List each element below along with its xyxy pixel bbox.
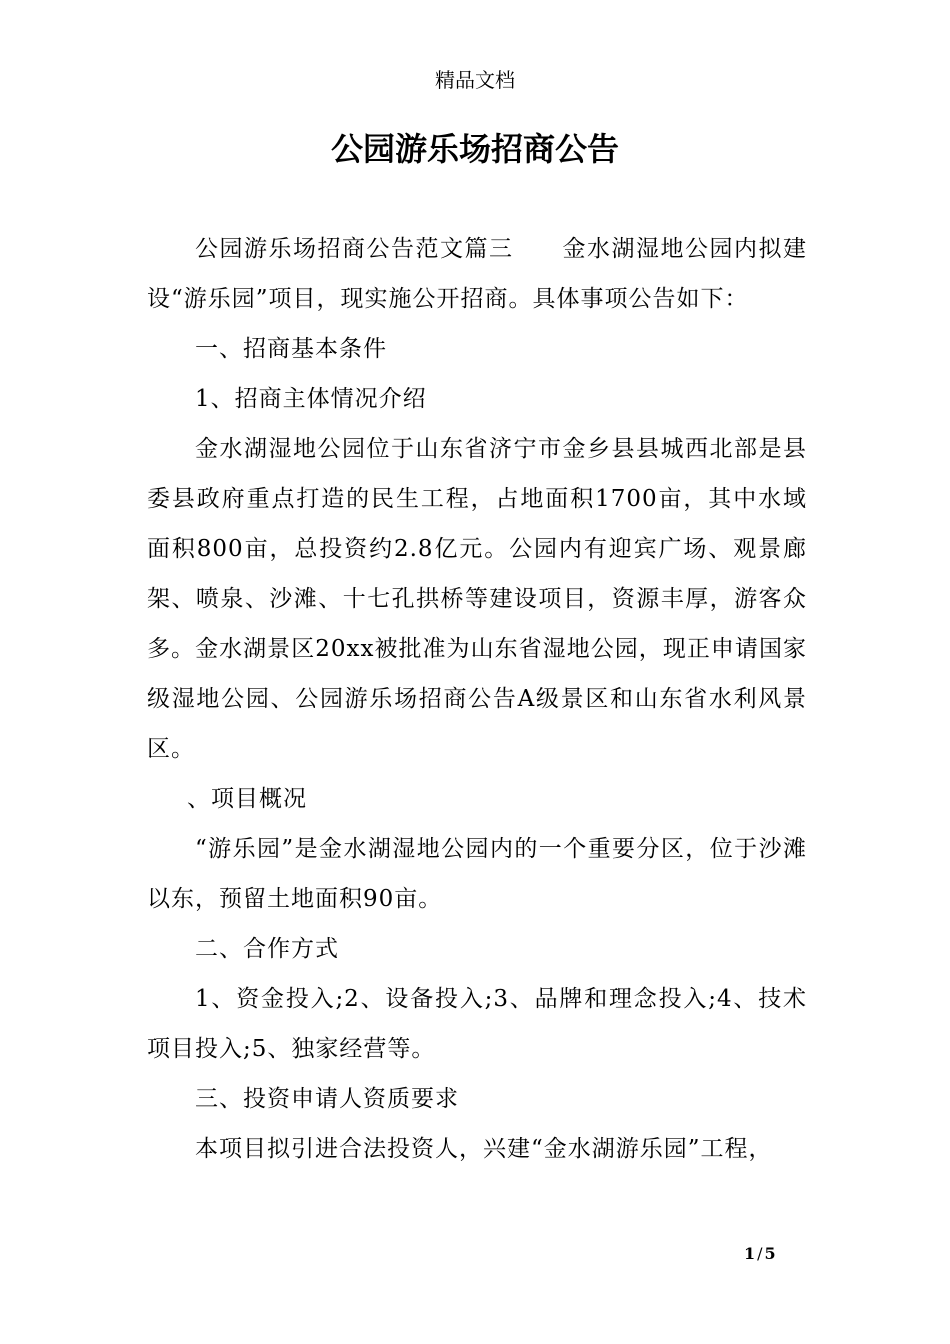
paragraph-investor: 本项目拟引进合法投资人，兴建“金水湖游乐园”工程， [195,1136,773,1162]
paragraph-park-description: 金水湖湿地公园位于山东省济宁市金乡县县城西北部是县委县政府重点打造的民生工程，占地面积1700亩，其中水域面积800亩，总投资约2.8亿元。公园内有迎宾广场、观景廊架、喷泉、沙滩、十七孔拱桥等建设项目，资源丰厚，游客众多。金水湖景区20xx被批准为山东省湿地公园，现正申请国家级湿地公园、公园游乐场招商公告A级景区和山东省水利风景区。 [147,436,807,762]
heading-section-3: 三、投资申请人资质要求 [195,1086,459,1112]
total-pages: 5 [764,1244,776,1263]
paragraph-project-overview: “游乐园”是金水湖湿地公园内的一个重要分区，位于沙滩以东，预留土地面积90亩。 [147,836,807,912]
page-header: 精品文档 [435,68,515,92]
paragraph-intro: 公园游乐场招商公告范文篇三 金水湖湿地公园内拟建设“游乐园”项目，现实施公开招商。具体事项公告如下： [147,236,807,312]
current-page: 1 [744,1244,756,1263]
page-separator: / [757,1244,763,1263]
document-title: 公园游乐场招商公告 [330,130,619,168]
heading-project-overview: 、项目概况 [187,786,307,812]
heading-section-2: 二、合作方式 [195,936,339,962]
document-body [147,224,807,1174]
heading-section-1: 一、招商基本条件 [195,336,387,362]
heading-subsection-1: 1、招商主体情况介绍 [195,386,427,412]
paragraph-cooperation: 1、资金投入;2、设备投入;3、品牌和理念投入;4、技术项目投入;5、独家经营等。 [147,986,807,1062]
page-number [744,1243,776,1265]
